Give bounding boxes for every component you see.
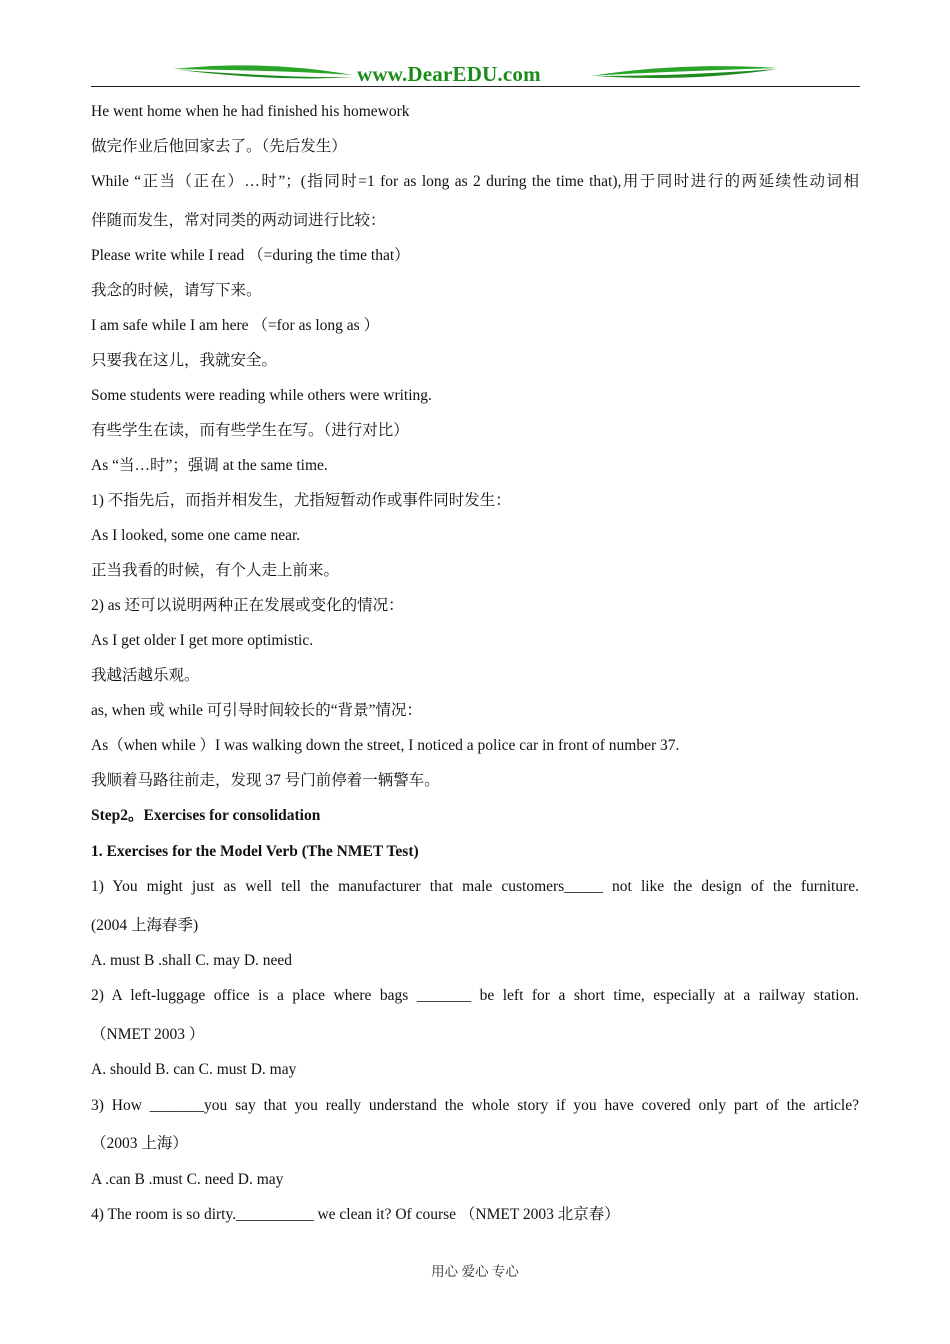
text-line: I am safe while I am here （=for as long as ） [91,317,380,334]
site-logo-text: www.DearEDU.com [357,62,541,86]
question-text: 4) The room is so dirty.__________ we clean it? Of course （NMET 2003 北京春） [91,1206,620,1223]
text-line: 伴随而发生，常对同类的两动词进行比较： [91,212,386,229]
page-footer: 用心 爱心 专心 [431,1264,519,1279]
question-text: 2) A left-luggage office is a place where bags _______ be left for a short time, especially at a railway station. [91,987,859,1004]
text-line: 正当我看的时候，有个人走上前来。 [91,562,340,579]
text-line: 2) as 还可以说明两种正在发展或变化的情况： [91,597,404,614]
text-line: He went home when he had finished his homework [91,103,410,120]
text-line: While “正当（正在）…时”；(指同时=1 for as long as 2 during the time that),用于同时进行的两延续性动词相 [91,173,859,190]
answer-options: A .can B .must C. need D. may [91,1171,284,1188]
text-line: As “当…时”；强调 at the same time. [91,457,328,474]
header-divider [91,86,860,87]
text-line: 我顺着马路往前走，发现 37 号门前停着一辆警车。 [91,772,440,789]
question-source: (2004 上海春季) [91,917,199,934]
text-line: as, when 或 while 可引导时间较长的“背景”情况： [91,702,423,719]
question-text: 1) You might just as well tell the manufacturer that male customers_____ not like the design of the furniture. [91,878,859,895]
section-heading: Step2。Exercises for consolidation [91,807,321,824]
section-heading: 1. Exercises for the Model Verb (The NMET Test) [91,843,419,860]
text-line: 有些学生在读，而有些学生在写。（进行对比） [91,422,409,439]
question-text: 3) How _______you say that you really understand the whole story if you have covered only part of the article? [91,1097,859,1114]
text-line: As（when while ）I was walking down the street, I noticed a police car in front of number 37. [91,737,680,754]
question-source: （2003 上海） [91,1135,188,1152]
question-source: （NMET 2003 ） [91,1026,205,1043]
text-line: As I get older I get more optimistic. [91,632,314,649]
answer-options: A. should B. can C. must D. may [91,1061,297,1078]
text-line: 只要我在这儿，我就安全。 [91,352,278,369]
text-line: 我越活越乐观。 [91,667,200,684]
text-line: 1) 不指先后，而指并相发生，尤指短暂动作或事件同时发生： [91,492,511,509]
text-line: 我念的时候，请写下来。 [91,282,262,299]
answer-options: A. must B .shall C. may D. need [91,952,293,969]
text-line: Some students were reading while others were writing. [91,387,432,404]
text-line: 做完作业后他回家去了。（先后发生） [91,138,347,155]
text-line: As I looked, some one came near. [91,527,301,544]
text-line: Please write while I read （=during the time that） [91,247,410,264]
